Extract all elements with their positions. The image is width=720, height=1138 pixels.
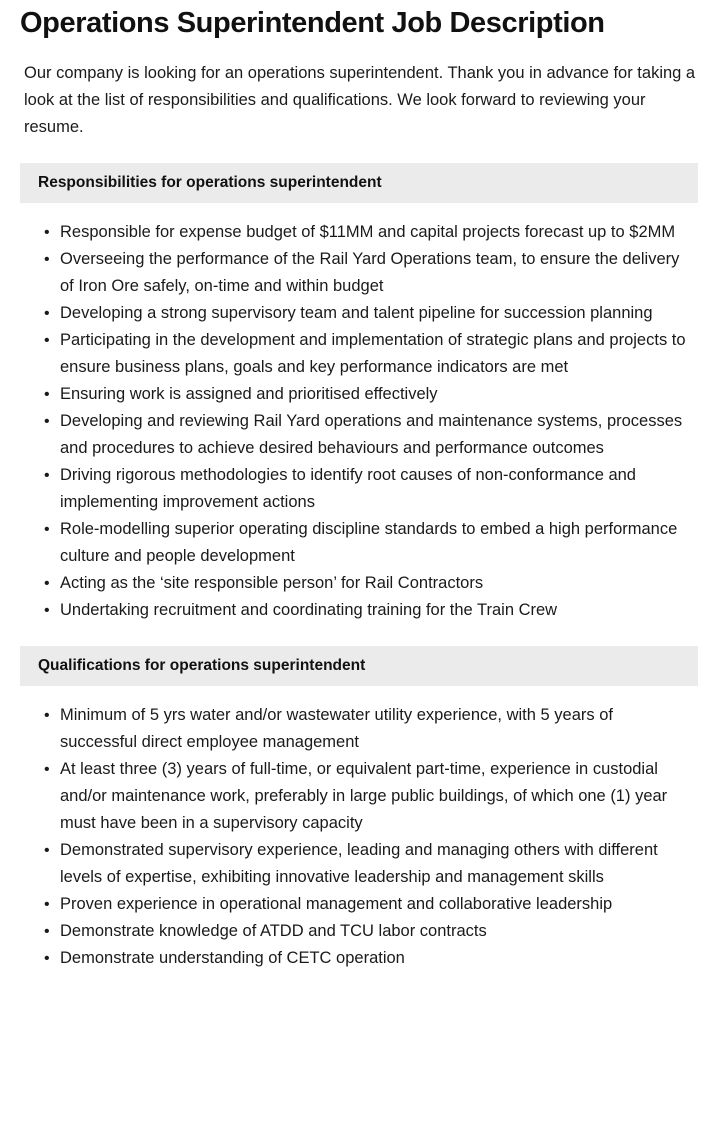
list-item: • Participating in the development and implementation of strategic plans and projects to ensure business plans, goals and key performance indicators are met	[60, 327, 688, 381]
list-item: • Responsible for expense budget of $11MM and capital projects forecast up to $2MM	[60, 219, 688, 246]
responsibilities-section-heading-text: Responsibilities for operations superintendent	[38, 174, 382, 191]
list-item: • Driving rigorous methodologies to identify root causes of non-conformance and implementing improvement actions	[60, 462, 688, 516]
list-item: • Undertaking recruitment and coordinating training for the Train Crew	[60, 597, 688, 624]
list-item: • Demonstrate knowledge of ATDD and TCU labor contracts	[60, 918, 688, 945]
list-item: • Proven experience in operational management and collaborative leadership	[60, 891, 688, 918]
list-item: • Ensuring work is assigned and prioritised effectively	[60, 381, 688, 408]
list-item: • Acting as the ‘site responsible person’ for Rail Contractors	[60, 570, 688, 597]
intro-paragraph: Our company is looking for an operations superintendent. Thank you in advance for taking a look at the list of responsibilities and qualifications. We look forward to reviewing your resume.	[24, 64, 696, 136]
qualifications-section-heading-text: Qualifications for operations superintendent	[38, 657, 366, 674]
qualifications-section	[0, 646, 720, 972]
list-item: • At least three (3) years of full-time, or equivalent part-time, experience in custodial and/or maintenance work, preferably in large public buildings, of which one (1) year must have been in a supervisory capacity	[60, 756, 688, 837]
responsibilities-section-header	[20, 163, 698, 203]
list-item: • Role-modelling superior operating discipline standards to embed a high performance culture and people development	[60, 516, 688, 570]
qualifications-section-header	[20, 646, 698, 686]
responsibilities-list	[0, 203, 720, 624]
list-item: • Developing and reviewing Rail Yard operations and maintenance systems, processes and procedures to achieve desired behaviours and performance outcomes	[60, 408, 688, 462]
list-item: • Demonstrate understanding of CETC operation	[60, 945, 688, 972]
list-item: • Minimum of 5 yrs water and/or wastewater utility experience, with 5 years of successful direct employee management	[60, 702, 688, 756]
page-title: Operations Superintendent Job Description	[20, 7, 605, 39]
qualifications-list	[0, 686, 720, 972]
responsibilities-section	[0, 163, 720, 624]
list-item: • Overseeing the performance of the Rail Yard Operations team, to ensure the delivery of Iron Ore safely, on-time and within budget	[60, 246, 688, 300]
list-item: • Developing a strong supervisory team and talent pipeline for succession planning	[60, 300, 688, 327]
list-item: • Demonstrated supervisory experience, leading and managing others with different levels of expertise, exhibiting innovative leadership and management skills	[60, 837, 688, 891]
